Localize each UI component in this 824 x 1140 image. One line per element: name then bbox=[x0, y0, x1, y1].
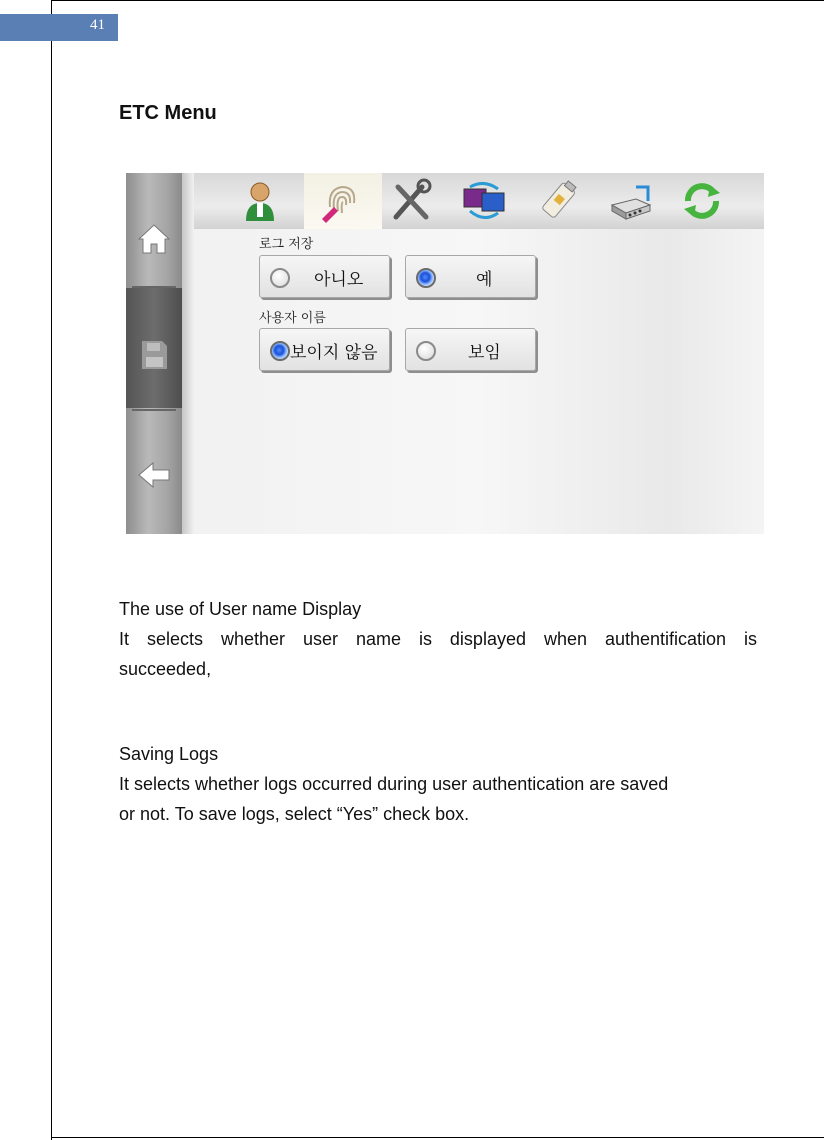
network-monitor-icon[interactable] bbox=[460, 177, 508, 225]
page-border-bottom bbox=[51, 1137, 824, 1138]
tools-icon[interactable] bbox=[388, 177, 436, 225]
log-save-yes-label: 예 bbox=[476, 270, 493, 290]
router-icon[interactable] bbox=[606, 177, 654, 225]
user-name-hidden-label: 보이지 않음 bbox=[290, 343, 378, 363]
device-screenshot bbox=[126, 173, 764, 534]
page-border-top bbox=[51, 0, 824, 1]
side-nav-divider bbox=[132, 286, 176, 288]
log-save-no-label: 아니오 bbox=[314, 270, 364, 290]
back-arrow-icon[interactable] bbox=[134, 455, 174, 495]
log-save-no-radio[interactable] bbox=[270, 268, 290, 288]
page-number-tab bbox=[0, 14, 118, 41]
saving-logs-line1: It selects whether logs occurred during user authentication are saved bbox=[119, 774, 669, 794]
user-name-shown-radio[interactable] bbox=[416, 341, 436, 361]
user-name-display-heading: The use of User name Display bbox=[119, 599, 362, 619]
side-nav-shadow bbox=[182, 173, 194, 534]
refresh-icon[interactable] bbox=[678, 177, 726, 225]
log-save-yes-option[interactable] bbox=[405, 255, 536, 298]
user-icon[interactable] bbox=[236, 177, 284, 225]
page-border-left bbox=[51, 0, 52, 1140]
log-save-yes-radio[interactable] bbox=[416, 268, 436, 288]
user-name-display-line2: succeeded, bbox=[119, 659, 212, 679]
usb-memory-icon[interactable] bbox=[534, 177, 582, 225]
fingerprint-icon[interactable] bbox=[316, 177, 364, 225]
user-name-hidden-option[interactable] bbox=[259, 328, 390, 371]
top-tab-bar bbox=[194, 173, 764, 229]
save-icon[interactable] bbox=[134, 335, 174, 375]
page-number: 41 bbox=[90, 17, 105, 33]
home-icon[interactable] bbox=[134, 219, 174, 259]
log-save-label: 로그 저장 bbox=[259, 237, 314, 252]
user-name-shown-option[interactable] bbox=[405, 328, 536, 371]
user-name-label: 사용자 이름 bbox=[259, 311, 326, 326]
user-name-display-line1: It selects whether user name is displayed when authentification is bbox=[119, 629, 757, 649]
saving-logs-heading: Saving Logs bbox=[119, 744, 219, 764]
saving-logs-line2: or not. To save logs, select “Yes” check box. bbox=[119, 804, 470, 824]
log-save-no-option[interactable] bbox=[259, 255, 390, 298]
user-name-shown-label: 보임 bbox=[468, 343, 501, 363]
section-title: ETC Menu bbox=[119, 102, 217, 124]
side-nav-divider bbox=[132, 409, 176, 411]
user-name-hidden-radio[interactable] bbox=[270, 341, 290, 361]
